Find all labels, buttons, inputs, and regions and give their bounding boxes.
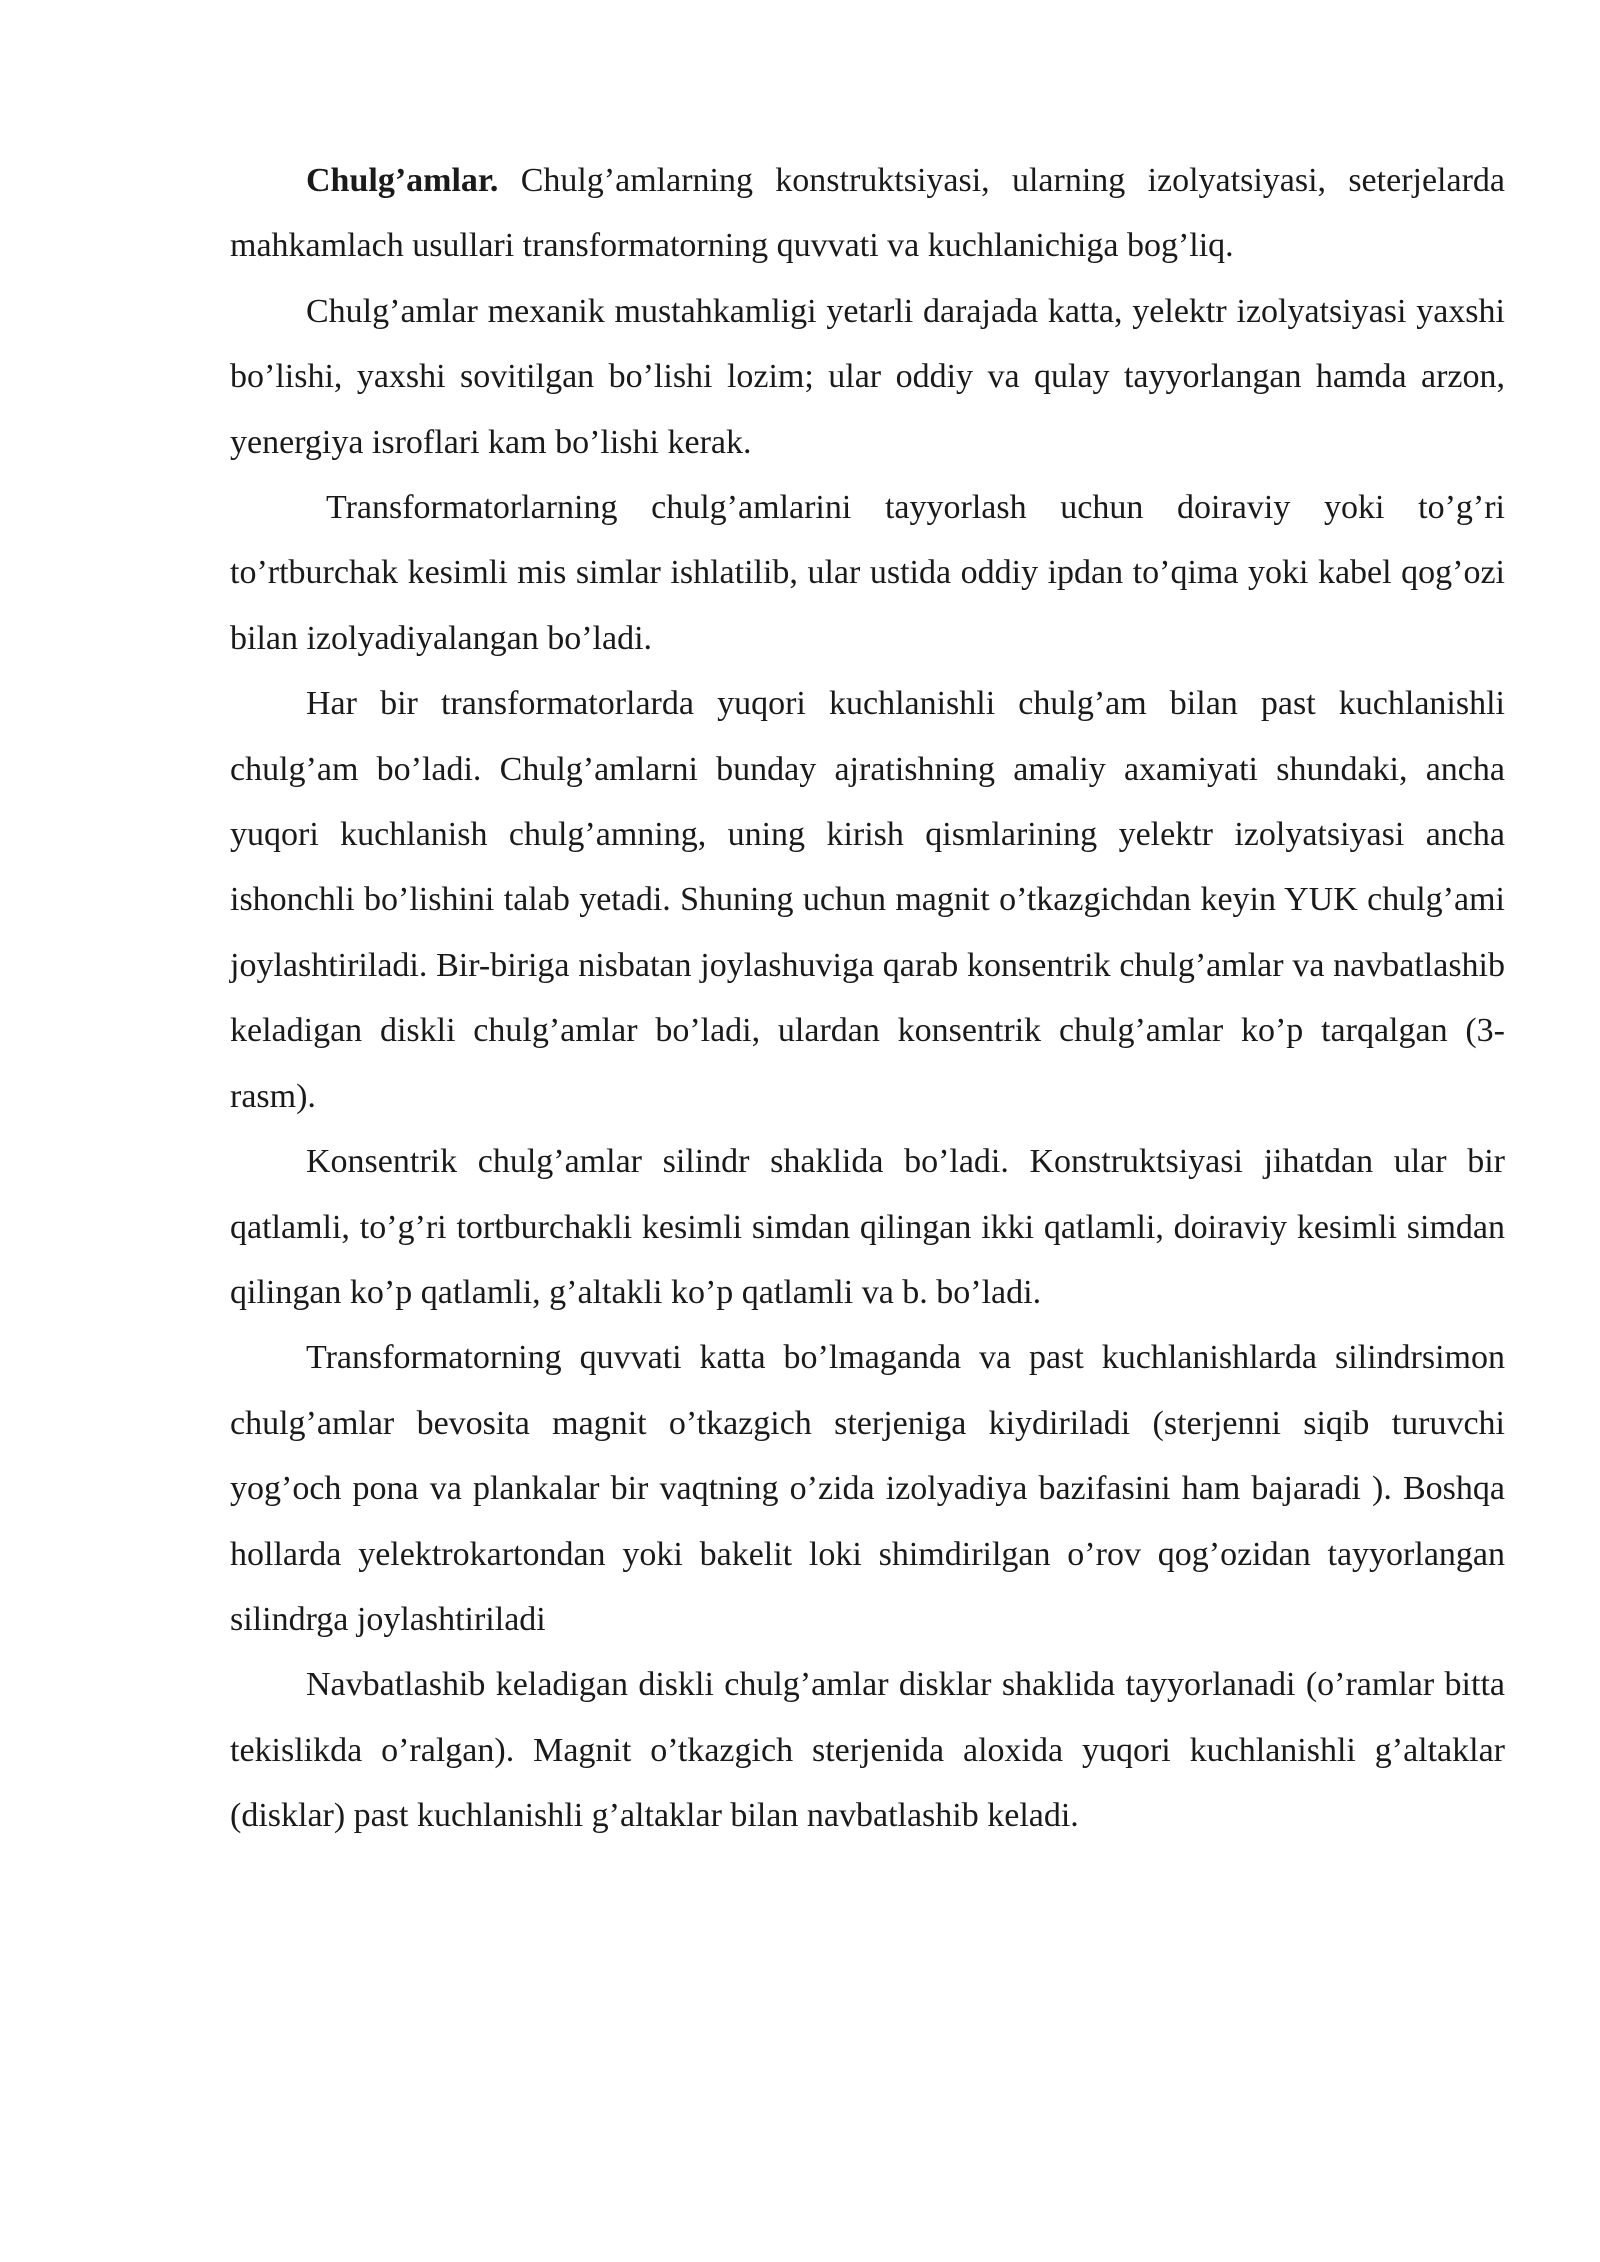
paragraph-concentric-windings (230, 1129, 1505, 1325)
paragraph-text: Chulg’amlarning konstruktsiyasi, ularning izolyatsiyasi, seterjelarda mahkamlach usullari transformatorning quvvati va kuchlanichiga bog’liq. (230, 162, 1505, 265)
paragraph-hv-lv-windings (230, 671, 1505, 1129)
paragraph-cylindrical-windings (230, 1325, 1505, 1652)
paragraph-windings-intro (230, 148, 1505, 279)
paragraph-text: Chulg’amlar mexanik mustahkamligi yetarli darajada katta, yelektr izolyatsiyasi yaxshi bo’lishi, yaxshi sovitilgan bo’lishi lozim; ular oddiy va qulay tayyorlangan hamda arzon, yenergiya isroflari kam bo’lishi kerak. (230, 292, 1505, 461)
paragraph-text: Konsentrik chulg’amlar silindr shaklida bo’ladi. Konstruktsiyasi jihatdan ular bir qatlamli, to’g’ri tortburchakli kesimli simdan qilingan ikki qatlamli, doiraviy kesimli simdan qilingan ko’p qatlamli, g’altakli ko’p qatlamli va b. bo’ladi. (230, 1143, 1505, 1311)
paragraph-text: Transformatorlarning chulg’amlarini tayyorlash uchun doiraviy yoki to’g’ri to’rtburchak kesimli mis simlar ishlatilib, ular ustida oddiy ipdan to’qima yoki kabel qog’ozi bilan izolyadiyalangan bo’ladi. (230, 489, 1505, 657)
paragraph-text: Navbatlashib keladigan diskli chulg’amlar disklar shaklida tayyorlanadi (o’ramlar bitta tekislikda o’ralgan). Magnit o’tkazgich sterjenida aloxida yuqori kuchlanishli g’altaklar (disklar) past kuchlanishli g’altaklar bilan navbatlashib keladi. (230, 1666, 1505, 1835)
document-body (230, 148, 1505, 1849)
paragraph-wire-materials (230, 475, 1505, 671)
paragraph-disc-windings (230, 1652, 1505, 1848)
paragraph-text: Transformatorning quvvati katta bo’lmaganda va past kuchlanishlarda silindrsimon chulg’amlar bevosita magnit o’tkazgich sterjeniga kiydiriladi (sterjenni siqib turuvchi yog’och pona va plankalar bir vaqtning o’zida izolyadiya bazifasini ham bajaradi ). Boshqa hollarda yelektrokartondan yoki bakelit loki shimdirilgan o’rov qog’ozidan tayyorlangan silindrga joylashtiriladi (230, 1339, 1505, 1638)
paragraph-text: Har bir transformatorlarda yuqori kuchlanishli chulg’am bilan past kuchlanishli chulg’am bo’ladi. Chulg’amlarni bunday ajratishning amaliy axamiyati shundaki, ancha yuqori kuchlanish chulg’amning, uning kirish qismlarining yelektr izolyatsiyasi ancha ishonchli bo’lishini talab yetadi. Shuning uchun magnit o’tkazgichdan keyin YUK chulg’ami joylashtiriladi. Bir-biriga nisbatan joylashuviga qarab konsentrik chulg’amlar va navbatlashib keladigan diskli chulg’amlar bo’ladi, ulardan konsentrik chulg’amlar ko’p tarqalgan (3-rasm). (230, 685, 1505, 1115)
paragraph-requirements (230, 279, 1505, 475)
section-heading: Chulg’amlar. (306, 162, 499, 199)
